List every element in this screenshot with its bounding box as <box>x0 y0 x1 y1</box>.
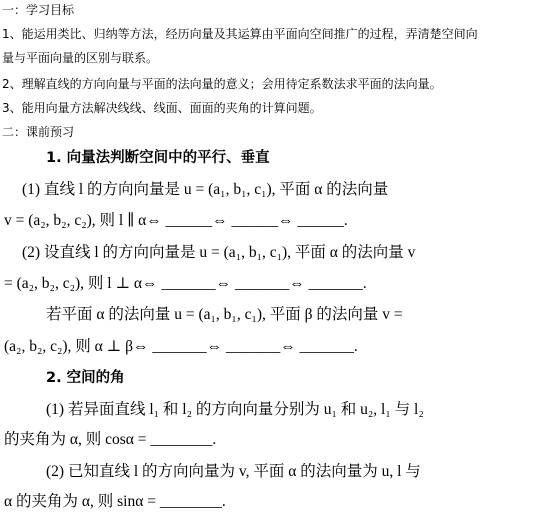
goal-item-1-line-2: 量与平面向量的区别与联系。 <box>2 51 159 65</box>
preview-heading-2: 2. 空间的角 <box>46 370 125 386</box>
p3-line-1: 若平面 α 的法向量 u = (a₁, b₁, c₁), 平面 β 的法向量 v = <box>46 306 403 323</box>
p4-line-1: (1) 若异面直线 l₁ 和 l₂ 的方向向量分别为 u₁ 和 u₂, l₁ 与 l₂ <box>46 401 424 418</box>
p2-line-1: (2) 设直线 l 的方向向量是 u = (a₁, b₁, c₁), 平面 α 的法向量 v <box>22 244 416 261</box>
section-heading-preview: 二：课前预习 <box>2 125 75 139</box>
goal-item-3: 3、能用向量方法解决线线、线面、面面的夹角的计算问题。 <box>2 101 322 115</box>
p5-line-1: (2) 已知直线 l 的方向向量为 v, 平面 α 的法向量为 u, l 与 <box>46 463 421 480</box>
p4-line-2: 的夹角为 α, 则 cosα = ________. <box>4 431 217 448</box>
preview-heading-1: 1. 向量法判断空间中的平行、垂直 <box>46 150 270 166</box>
goal-item-1-line-1: 1、能运用类比、归纳等方法，经历向量及其运算由平面向空间推广的过程，弄清楚空间向 <box>2 27 478 41</box>
p3-line-2: (a₂, b₂, c₂), 则 α ⊥ β⇔ _______⇔ _______⇔ _______. <box>4 338 358 355</box>
p1-line-1: (1) 直线 l 的方向向量是 u = (a₁, b₁, c₁), 平面 α 的法向量 <box>22 181 389 198</box>
p2-line-2: = (a₂, b₂, c₂), 则 l ⊥ α⇔ _______⇔ _______⇔ _______. <box>4 275 367 292</box>
section-heading-goals: 一：学习目标 <box>2 3 75 17</box>
goal-item-2: 2、理解直线的方向向量与平面的法向量的意义；会用待定系数法求平面的法向量。 <box>2 77 442 91</box>
p5-line-2: α 的夹角为 α, 则 sinα = ________. <box>4 493 226 510</box>
p1-line-2: v = (a₂, b₂, c₂), 则 l ∥ α⇔ ______⇔ ______⇔ ______. <box>4 212 348 229</box>
